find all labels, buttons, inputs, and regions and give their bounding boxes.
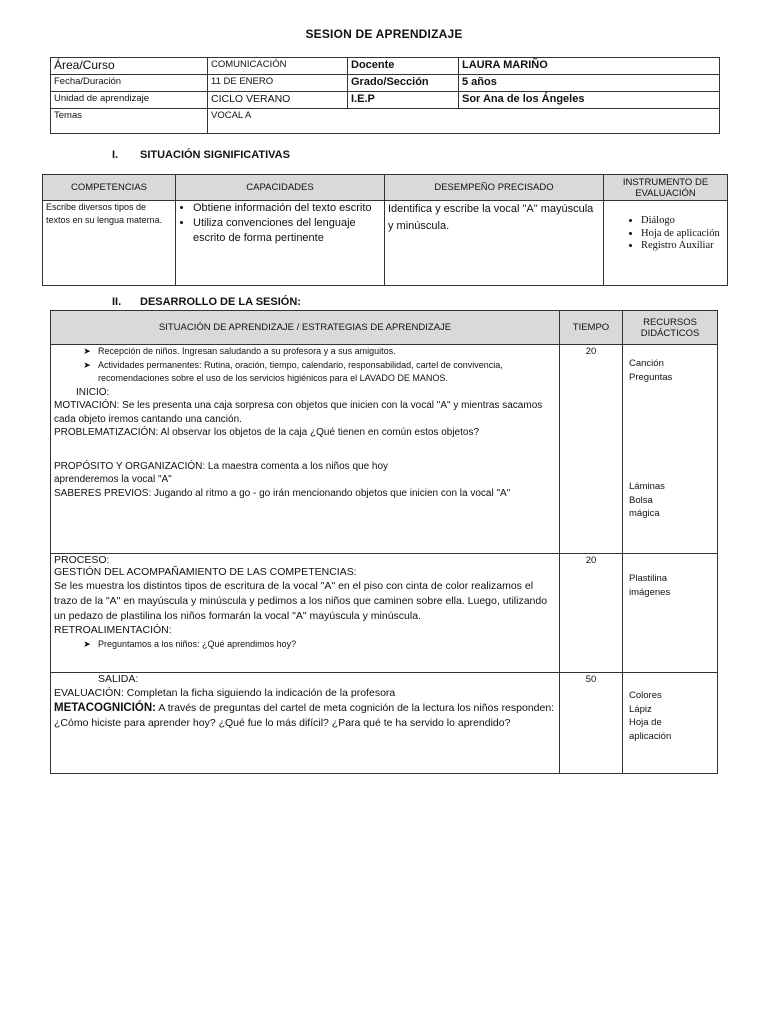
recurso-item: Láminas [629,481,665,492]
metacognicion-text [54,701,556,731]
arrow-bullet-icon: ➤ [83,346,91,356]
salida-cell [51,673,560,774]
area-label: Área/Curso [51,58,208,75]
inicio-cell [51,345,560,554]
section1-number: I. [112,149,119,161]
saberes-text: SABERES PREVIOS: Jugando al ritmo a go - go irán mencionando objetos que inicien con la vocal "A" [54,487,511,499]
iep-value: Sor Ana de los Ángeles [459,92,720,109]
instrumento-item: • Hoja de aplicación [641,228,724,241]
proceso-label: PROCESO: [54,554,110,566]
inicio-tiempo: 20 [560,345,623,554]
header-situacion: SITUACIÓN DE APRENDIZAJE / ESTRATEGIAS DE APRENDIZAJE [51,311,560,345]
instrumento-cell [604,201,728,286]
proposito-text: PROPÓSITO Y ORGANIZACIÓN: La maestra comenta a los niños que hoy aprenderemos la vocal "A" [54,460,389,485]
inicio-bullet-1: Recepción de niños. Ingresan saludando a su profesora y a sus amiguitos. [98,346,396,356]
header-instrumento: INSTRUMENTO DE EVALUACIÓN [604,175,728,201]
recurso-item: Bolsa [629,494,653,506]
instrumento-item: • Diálogo [641,215,724,228]
gestion-text: GESTIÓN DEL ACOMPAÑAMIENTO DE LAS COMPETENCIAS: [54,566,357,578]
grado-label: Grado/Sección [348,75,459,92]
unidad-label: Unidad de aprendizaje [51,92,208,109]
metacognicion-body: A través de preguntas del cartel de meta cognición de la lectura los niños responden: ¿Cómo hiciste para aprender hoy? ¿Qué fue lo más difícil? ¿Para qué te ha servido lo aprendido? [54,702,555,729]
header-desempeno: DESEMPEÑO PRECISADO [385,175,604,201]
docente-label: Docente [348,58,459,75]
desempeno-text: Identifica y escribe la vocal "A" mayúscula y minúscula. [388,203,594,232]
salida-label: SALIDA: [98,673,139,685]
recurso-item: aplicación [629,730,672,742]
header-competencias: COMPETENCIAS [43,175,176,201]
metacognicion-label: METACOGNICIÓN: [54,702,157,714]
header-recursos: RECURSOS DIDÁCTICOS [623,311,718,345]
competencias-table [42,174,728,286]
inicio-label: INICIO: [76,386,110,398]
section1-title: SITUACIÓN SIGNIFICATIVAS [140,149,290,161]
arrow-bullet-icon: ➤ [83,639,91,649]
inicio-bullet-2: Actividades permanentes: Rutina, oración, tiempo, calendario, responsabilidad, cartel de convivencia, recomendaciones sobre el uso de los servicios higiénicos para el LAVADO DE MANOS. [98,359,503,383]
inicio-recursos-cell [623,345,718,554]
fecha-value: 11 DE ENERO [208,75,348,92]
area-value: COMUNICACIÓN [208,58,348,75]
docente-value: LAURA MARIÑO [459,58,720,75]
recurso-item: Hoja de [629,717,662,728]
temas-value: VOCAL A [208,109,720,134]
arrow-bullet-icon: ➤ [83,359,91,370]
recurso-item: Lápiz [629,703,652,715]
competencia-cell [43,201,176,286]
header-tiempo: TIEMPO [560,311,623,345]
motivacion-text: MOTIVACIÓN: Se les presenta una caja sorpresa con objetos que inicien con la vocal "A" y mientras sacamos cada objeto iremos cantando una canción. [54,400,543,425]
problematizacion-text: PROBLEMATIZACIÓN: Al observar los objetos de la caja ¿Qué tienen en común estos objetos? [54,427,480,438]
section2-number: II. [112,296,122,308]
recurso-item: mágica [629,508,660,519]
capacidad-item: • Obtiene información del texto escrito [193,201,381,216]
competencia-text: Escribe diversos tipos de textos en su lengua materna. [46,202,163,225]
temas-label: Temas [51,109,208,134]
capacidad-item: • Utiliza convenciones del lenguaje escrito de forma pertinente [193,216,381,246]
proceso-text: Se les muestra los distintos tipos de escritura de la vocal "A" en el piso con cinta de color realizamos el trazo de la "A" en mayúscula y minúscula y pedimos a los niños que caminen sobre ella. Luego, utilizando un pedazo de plastilina los niños formarán la vocal "A" mayúscula y minúscula. [54,580,548,622]
salida-recursos-cell [623,673,718,774]
evaluacion-text: EVALUACIÓN: Completan la ficha siguiendo la indicación de la profesora [54,687,396,699]
header-capacidades: CAPACIDADES [176,175,385,201]
desarrollo-table [50,310,718,774]
section1-heading [112,149,290,161]
capacidades-cell [176,201,385,286]
iep-label: I.E.P [348,92,459,109]
info-table [50,57,720,134]
fecha-label: Fecha/Duración [51,75,208,92]
retro-label: RETROALIMENTACIÓN: [54,624,172,636]
proceso-recursos-cell [623,554,718,673]
document-title: SESION DE APRENDIZAJE [305,27,463,41]
recurso-item: Canción [629,358,664,369]
unidad-value: CICLO VERANO [208,92,348,109]
recurso-item: Preguntas [629,371,673,383]
salida-tiempo: 50 [560,673,623,774]
retro-bullet: Preguntamos a los niños: ¿Qué aprendimos hoy? [98,639,297,649]
recurso-item: imágenes [629,586,671,598]
desempeno-cell [385,201,604,286]
instrumento-item: • Registro Auxiliar [641,240,724,253]
recurso-item: Colores [629,690,662,701]
grado-value: 5 años [459,75,720,92]
proceso-cell [51,554,560,673]
recurso-item: Plastilina [629,573,668,584]
proceso-tiempo: 20 [560,554,623,673]
section2-heading [112,296,301,308]
section2-title: DESARROLLO DE LA SESIÓN: [140,296,301,308]
